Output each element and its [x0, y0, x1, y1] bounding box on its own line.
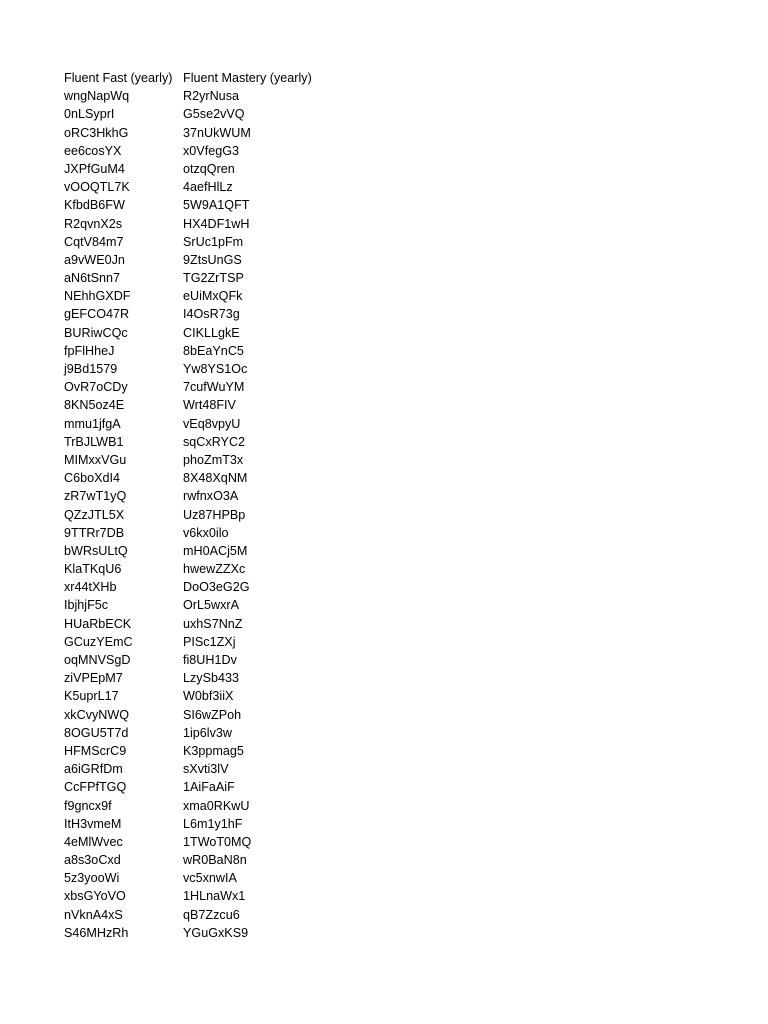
fluent-fast-code-cell[interactable]: CcFPfTGQ	[64, 780, 127, 795]
fluent-fast-code-cell[interactable]: 0nLSyprI	[64, 107, 115, 122]
fluent-fast-code-cell[interactable]: HUaRbECK	[64, 616, 132, 631]
fluent-fast-code-cell[interactable]: JXPfGuM4	[64, 161, 125, 176]
table-row	[64, 415, 383, 433]
table-row	[64, 506, 383, 524]
fluent-mastery-code-cell[interactable]: YGuGxKS9	[183, 925, 249, 940]
fluent-mastery-code-cell[interactable]: CIKLLgkE	[183, 325, 240, 340]
fluent-fast-code-cell[interactable]: ItH3vmeM	[64, 816, 122, 831]
fluent-mastery-code-cell[interactable]: 37nUkWUM	[183, 125, 251, 140]
fluent-mastery-code-cell[interactable]: 9ZtsUnGS	[183, 252, 242, 267]
table-row	[64, 651, 383, 669]
fluent-mastery-code-cell[interactable]: 1HLnaWx1	[183, 889, 246, 904]
fluent-mastery-code-cell[interactable]: Wrt48FIV	[183, 398, 236, 413]
fluent-mastery-code-cell[interactable]: fi8UH1Dv	[183, 653, 237, 667]
table-row	[64, 742, 383, 760]
fluent-mastery-code-cell[interactable]: W0bf3iiX	[183, 689, 234, 704]
table-row	[64, 851, 383, 869]
table-row	[64, 687, 383, 705]
table-row	[64, 251, 383, 269]
fluent-fast-code-cell[interactable]: oRC3HkhG	[64, 125, 129, 140]
table-row	[64, 396, 383, 414]
table-row	[64, 669, 383, 687]
fluent-fast-code-cell[interactable]: 9TTRr7DB	[64, 525, 125, 540]
table-row	[64, 833, 383, 851]
fluent-mastery-code-cell[interactable]: HX4DF1wH	[183, 216, 250, 231]
table-row	[64, 124, 383, 142]
fluent-fast-code-cell[interactable]: IbjhjF5c	[64, 598, 109, 613]
fluent-mastery-code-cell[interactable]: xma0RKwU	[183, 798, 250, 813]
fluent-fast-code-cell[interactable]: MIMxxVGu	[64, 452, 127, 467]
fluent-mastery-code-cell[interactable]: SrUc1pFm	[183, 234, 244, 249]
fluent-fast-code-cell[interactable]: gEFCO47R	[64, 307, 130, 322]
fluent-fast-code-cell[interactable]: fpFlHheJ	[64, 343, 115, 358]
table-row	[64, 924, 383, 942]
fluent-fast-code-cell[interactable]: f9gncx9f	[64, 798, 112, 813]
fluent-mastery-code-cell[interactable]: wR0BaN8n	[183, 853, 247, 868]
fluent-mastery-code-cell[interactable]: v6kx0ilo	[183, 525, 229, 540]
fluent-fast-code-cell[interactable]: NEhhGXDF	[64, 289, 131, 304]
table-row	[64, 233, 383, 251]
fluent-mastery-code-cell[interactable]: sqCxRYC2	[183, 434, 246, 449]
fluent-mastery-code-cell[interactable]: rwfnxO3A	[183, 489, 239, 504]
fluent-fast-code-cell[interactable]: K5uprL17	[64, 689, 119, 704]
fluent-fast-code-cell[interactable]: a6iGRfDm	[64, 762, 123, 777]
table-row	[64, 160, 383, 178]
spreadsheet-table	[64, 69, 383, 942]
fluent-fast-code-cell[interactable]: KlaTKqU6	[64, 562, 122, 577]
table-row	[64, 560, 383, 578]
fluent-fast-code-cell[interactable]: 8OGU5T7d	[64, 725, 129, 740]
fluent-mastery-code-cell[interactable]: SI6wZPoh	[183, 707, 242, 722]
fluent-mastery-code-cell[interactable]: R2yrNusa	[183, 89, 239, 104]
fluent-fast-code-cell[interactable]: HFMScrC9	[64, 743, 127, 758]
fluent-fast-code-cell[interactable]: oqMNVSgD	[64, 653, 131, 667]
fluent-mastery-code-cell[interactable]: 8bEaYnC5	[183, 343, 244, 358]
fluent-fast-code-cell[interactable]: 5z3yooWi	[64, 871, 120, 886]
fluent-fast-code-cell[interactable]: ee6cosYX	[64, 143, 122, 158]
table-row	[64, 633, 383, 651]
table-row	[64, 215, 383, 233]
table-row	[64, 469, 383, 487]
table-row	[64, 178, 383, 196]
column-header-fluent-fast[interactable]: Fluent Fast (yearly)	[64, 71, 173, 85]
fluent-fast-code-cell[interactable]: xr44tXHb	[64, 580, 117, 595]
fluent-mastery-code-cell[interactable]: hwewZZXc	[183, 562, 246, 577]
table-row	[64, 869, 383, 887]
fluent-mastery-code-cell[interactable]: 8X48XqNM	[183, 471, 248, 486]
table-row	[64, 778, 383, 796]
fluent-fast-code-cell[interactable]: mmu1jfgA	[64, 416, 121, 431]
table-row	[64, 324, 383, 342]
fluent-fast-code-cell[interactable]: CqtV84m7	[64, 234, 124, 249]
table-row	[64, 542, 383, 560]
fluent-mastery-code-cell[interactable]: vEq8vpyU	[183, 416, 241, 431]
table-row	[64, 342, 383, 360]
fluent-mastery-code-cell[interactable]: x0VfegG3	[183, 143, 240, 158]
header-row	[64, 69, 383, 87]
fluent-mastery-code-cell[interactable]: G5se2vVQ	[183, 107, 245, 122]
table-row	[64, 706, 383, 724]
fluent-mastery-code-cell[interactable]: 5W9A1QFT	[183, 198, 250, 213]
fluent-fast-code-cell[interactable]: 4eMlWvec	[64, 834, 123, 849]
fluent-mastery-code-cell[interactable]: sXvti3lV	[183, 762, 229, 777]
fluent-mastery-code-cell[interactable]: I4OsR73g	[183, 307, 240, 322]
fluent-mastery-code-cell[interactable]: eUiMxQFk	[183, 289, 243, 304]
table-row	[64, 305, 383, 323]
table-row	[64, 142, 383, 160]
table-row	[64, 724, 383, 742]
fluent-mastery-code-cell[interactable]: K3ppmag5	[183, 743, 244, 758]
fluent-mastery-code-cell[interactable]: uxhS7NnZ	[183, 616, 243, 631]
fluent-fast-code-cell[interactable]: zR7wT1yQ	[64, 489, 127, 504]
fluent-mastery-code-cell[interactable]: vc5xnwIA	[183, 871, 237, 886]
fluent-fast-code-cell[interactable]: nVknA4xS	[64, 907, 123, 922]
fluent-mastery-code-cell[interactable]: 7cufWuYM	[183, 380, 245, 395]
table-row	[64, 87, 383, 105]
fluent-mastery-code-cell[interactable]: Uz87HPBp	[183, 507, 246, 522]
fluent-mastery-code-cell[interactable]: DoO3eG2G	[183, 580, 250, 595]
table-row	[64, 815, 383, 833]
table-body	[64, 87, 383, 942]
fluent-mastery-code-cell[interactable]: OrL5wxrA	[183, 598, 239, 613]
fluent-mastery-code-cell[interactable]: TG2ZrTSP	[183, 271, 244, 286]
fluent-fast-code-cell[interactable]: a8s3oCxd	[64, 853, 121, 868]
table-row	[64, 887, 383, 905]
fluent-fast-code-cell[interactable]: TrBJLWB1	[64, 434, 124, 449]
fluent-mastery-code-cell[interactable]: 1ip6lv3w	[183, 725, 233, 740]
fluent-mastery-code-cell[interactable]: otzqQren	[183, 161, 235, 176]
fluent-mastery-code-cell[interactable]: phoZmT3x	[183, 452, 244, 467]
table-row	[64, 433, 383, 451]
fluent-fast-code-cell[interactable]: C6boXdI4	[64, 471, 121, 486]
fluent-mastery-code-cell[interactable]: L6m1y1hF	[183, 816, 243, 831]
table-row	[64, 105, 383, 123]
fluent-fast-code-cell[interactable]: j9Bd1579	[64, 362, 118, 376]
fluent-fast-code-cell[interactable]: a9vWE0Jn	[64, 252, 125, 267]
fluent-fast-code-cell[interactable]: KfbdB6FW	[64, 198, 125, 213]
table-row	[64, 360, 383, 378]
table-row	[64, 797, 383, 815]
table-row	[64, 760, 383, 778]
fluent-fast-code-cell[interactable]: xbsGYoVO	[64, 889, 126, 904]
fluent-mastery-code-cell[interactable]: PISc1ZXj	[183, 634, 236, 649]
table-row	[64, 524, 383, 542]
fluent-fast-code-cell[interactable]: aN6tSnn7	[64, 271, 121, 286]
fluent-fast-code-cell[interactable]: R2qvnX2s	[64, 216, 123, 231]
table-row	[64, 451, 383, 469]
fluent-mastery-code-cell[interactable]: 1TWoT0MQ	[183, 834, 252, 849]
fluent-fast-code-cell[interactable]: BURiwCQc	[64, 325, 128, 340]
fluent-fast-code-cell[interactable]: OvR7oCDy	[64, 380, 128, 395]
fluent-mastery-code-cell[interactable]: qB7Zzcu6	[183, 907, 240, 922]
fluent-fast-code-cell[interactable]: vOOQTL7K	[64, 180, 130, 195]
fluent-fast-code-cell[interactable]: ziVPEpM7	[64, 671, 123, 686]
fluent-mastery-code-cell[interactable]: Yw8YS1Oc	[183, 362, 248, 376]
column-header-fluent-mastery[interactable]: Fluent Mastery (yearly)	[183, 71, 312, 85]
table-row	[64, 487, 383, 505]
fluent-fast-code-cell[interactable]: S46MHzRh	[64, 925, 129, 940]
fluent-mastery-code-cell[interactable]: 4aefHlLz	[183, 180, 233, 195]
fluent-fast-code-cell[interactable]: bWRsULtQ	[64, 543, 128, 558]
fluent-fast-code-cell[interactable]: GCuzYEmC	[64, 634, 133, 649]
table-row	[64, 615, 383, 633]
fluent-mastery-code-cell[interactable]: mH0ACj5M	[183, 543, 248, 558]
fluent-mastery-code-cell[interactable]: LzySb433	[183, 671, 240, 686]
table-row	[64, 378, 383, 396]
table-row	[64, 596, 383, 614]
fluent-mastery-code-cell[interactable]: 1AiFaAiF	[183, 780, 235, 795]
table-row	[64, 196, 383, 214]
table-row	[64, 269, 383, 287]
table-row	[64, 287, 383, 305]
fluent-fast-code-cell[interactable]: QZzJTL5X	[64, 507, 125, 522]
table-row	[64, 578, 383, 596]
fluent-fast-code-cell[interactable]: wngNapWq	[64, 89, 130, 104]
table-row	[64, 906, 383, 924]
fluent-fast-code-cell[interactable]: xkCvyNWQ	[64, 707, 130, 722]
fluent-fast-code-cell[interactable]: 8KN5oz4E	[64, 398, 125, 413]
